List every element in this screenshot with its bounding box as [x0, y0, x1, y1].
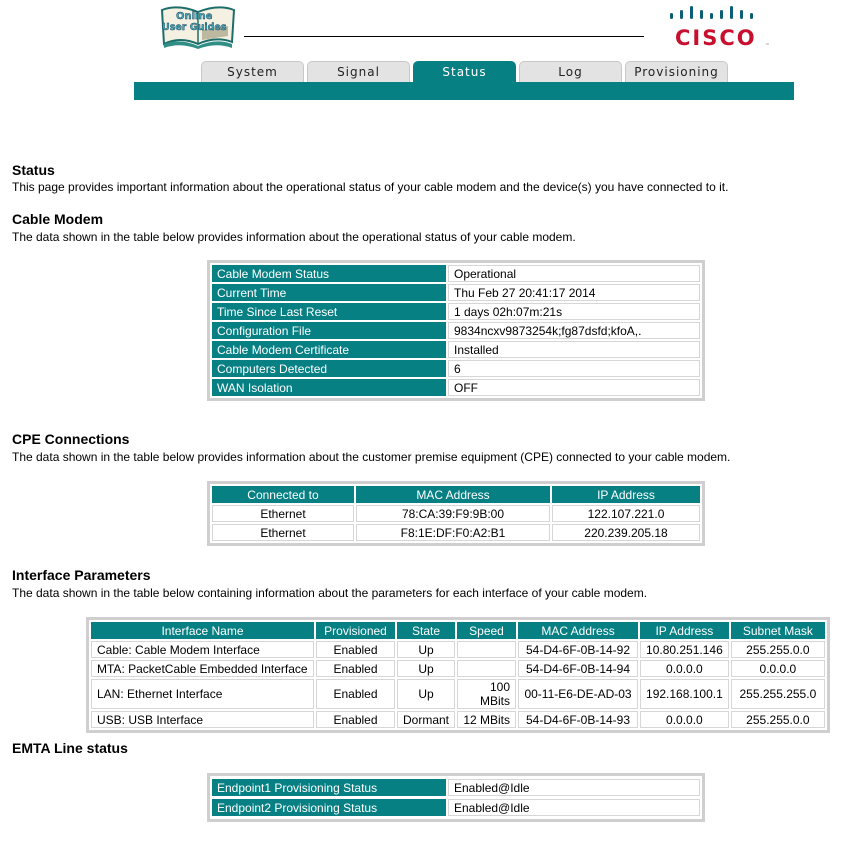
time-since-reset-value: 1 days 02h:07m:21s — [448, 303, 700, 320]
table-row — [212, 524, 700, 541]
table-row — [212, 379, 700, 396]
subnet-mask-cell: 255.255.0.0 — [731, 711, 825, 728]
table-row — [91, 660, 825, 677]
interfaces-table — [86, 617, 830, 733]
interfaces-description: The data shown in the table below containing information about the parameters for each interface of your cable modem. — [12, 586, 648, 600]
tab-signal[interactable]: Signal — [307, 61, 410, 82]
interfaces-title: Interface Parameters — [12, 567, 151, 583]
table-row — [91, 641, 825, 658]
table-row — [91, 711, 825, 728]
table-header-row — [91, 622, 825, 639]
speed-cell: 12 MBits — [457, 711, 516, 728]
row-label: WAN Isolation — [212, 379, 446, 396]
status-description: This page provides important information about the operational status of your cable modem and the device(s) you have connected to it. — [12, 180, 729, 194]
state-cell: Up — [397, 660, 455, 677]
column-header: State — [397, 622, 455, 639]
provisioned-cell: Enabled — [316, 711, 395, 728]
tab-system[interactable]: System — [201, 61, 304, 82]
speed-cell — [457, 660, 516, 677]
column-header: Interface Name — [91, 622, 314, 639]
table-row — [212, 284, 700, 301]
cable-modem-table — [207, 260, 705, 401]
cable-modem-status-value: Operational — [448, 265, 700, 282]
state-cell: Up — [397, 641, 455, 658]
state-cell: Up — [397, 679, 455, 709]
row-label: Current Time — [212, 284, 446, 301]
table-row — [212, 322, 700, 339]
online-user-guides-logo[interactable] — [158, 2, 238, 50]
row-label: Endpoint2 Provisioning Status — [212, 799, 446, 816]
mac-address-cell: 54-D4-6F-0B-14-92 — [518, 641, 638, 658]
table-row — [212, 779, 700, 796]
row-label: Time Since Last Reset — [212, 303, 446, 320]
wan-isolation-value: OFF — [448, 379, 700, 396]
logo-text-user-guides: User Guides — [162, 22, 227, 33]
speed-cell — [457, 641, 516, 658]
tab-log[interactable]: Log — [519, 61, 622, 82]
row-label: Configuration File — [212, 322, 446, 339]
mac-address-cell: F8:1E:DF:F0:A2:B1 — [356, 524, 550, 541]
ip-address-cell: 0.0.0.0 — [640, 660, 729, 677]
row-label: Cable Modem Certificate — [212, 341, 446, 358]
status-title: Status — [12, 162, 55, 178]
ip-address-cell: 220.239.205.18 — [552, 524, 700, 541]
endpoint1-status-value: Enabled@Idle — [448, 779, 700, 796]
ip-address-cell: 0.0.0.0 — [640, 711, 729, 728]
connected-to-cell: Ethernet — [212, 524, 354, 541]
configuration-file-value: 9834ncxv9873254k;fg87dsfd;kfoA,. — [448, 322, 700, 339]
subnet-mask-cell: 255.255.255.0 — [731, 679, 825, 709]
main-nav-tabs — [201, 61, 728, 83]
interface-name-cell: LAN: Ethernet Interface — [91, 679, 314, 709]
row-label: Endpoint1 Provisioning Status — [212, 779, 446, 796]
cisco-wordmark: CISCO — [675, 26, 757, 50]
computers-detected-value: 6 — [448, 360, 700, 377]
cisco-logo — [665, 2, 775, 50]
column-header: Speed — [457, 622, 516, 639]
mac-address-cell: 00-11-E6-DE-AD-03 — [518, 679, 638, 709]
subnet-mask-cell: 255.255.0.0 — [731, 641, 825, 658]
ip-address-cell: 10.80.251.146 — [640, 641, 729, 658]
interface-name-cell: MTA: PacketCable Embedded Interface — [91, 660, 314, 677]
column-header: MAC Address — [518, 622, 638, 639]
provisioned-cell: Enabled — [316, 641, 395, 658]
provisioned-cell: Enabled — [316, 679, 395, 709]
cisco-bars-icon — [668, 6, 768, 22]
mac-address-cell: 54-D4-6F-0B-14-93 — [518, 711, 638, 728]
nav-bar — [134, 82, 794, 100]
ip-address-cell: 192.168.100.1 — [640, 679, 729, 709]
table-row — [212, 505, 700, 522]
certificate-value: Installed — [448, 341, 700, 358]
table-header-row — [212, 486, 700, 503]
emta-title: EMTA Line status — [12, 740, 128, 756]
endpoint2-status-value: Enabled@Idle — [448, 799, 700, 816]
speed-cell: 100 MBits — [457, 679, 516, 709]
connected-to-cell: Ethernet — [212, 505, 354, 522]
provisioned-cell: Enabled — [316, 660, 395, 677]
table-row — [212, 303, 700, 320]
tab-provisioning[interactable]: Provisioning — [625, 61, 728, 82]
column-header: Connected to — [212, 486, 354, 503]
tab-status[interactable]: Status — [413, 61, 516, 82]
cable-modem-title: Cable Modem — [12, 211, 104, 227]
cpe-title: CPE Connections — [12, 431, 130, 447]
emta-table — [207, 773, 705, 822]
cpe-description: The data shown in the table below provides information about the customer premise equipment (CPE) connected to your cable modem. — [12, 450, 731, 464]
column-header: Provisioned — [316, 622, 395, 639]
ip-address-cell: 122.107.221.0 — [552, 505, 700, 522]
table-row — [212, 799, 700, 816]
row-label: Computers Detected — [212, 360, 446, 377]
header-divider — [244, 36, 644, 37]
mac-address-cell: 54-D4-6F-0B-14-94 — [518, 660, 638, 677]
interface-name-cell: USB: USB Interface — [91, 711, 314, 728]
row-label: Cable Modem Status — [212, 265, 446, 282]
column-header: MAC Address — [356, 486, 550, 503]
table-row — [212, 360, 700, 377]
column-header: IP Address — [552, 486, 700, 503]
cable-modem-description: The data shown in the table below provides information about the operational status of your cable modem. — [12, 230, 576, 244]
mac-address-cell: 78:CA:39:F9:9B:00 — [356, 505, 550, 522]
table-row — [91, 679, 825, 709]
logo-text-online: Online — [176, 11, 213, 22]
cpe-table — [207, 481, 705, 546]
state-cell: Dormant — [397, 711, 455, 728]
trademark: ™ — [765, 42, 769, 47]
column-header: Subnet Mask — [731, 622, 825, 639]
table-row — [212, 341, 700, 358]
table-row — [212, 265, 700, 282]
subnet-mask-cell: 0.0.0.0 — [731, 660, 825, 677]
current-time-value: Thu Feb 27 20:41:17 2014 — [448, 284, 700, 301]
interface-name-cell: Cable: Cable Modem Interface — [91, 641, 314, 658]
column-header: IP Address — [640, 622, 729, 639]
